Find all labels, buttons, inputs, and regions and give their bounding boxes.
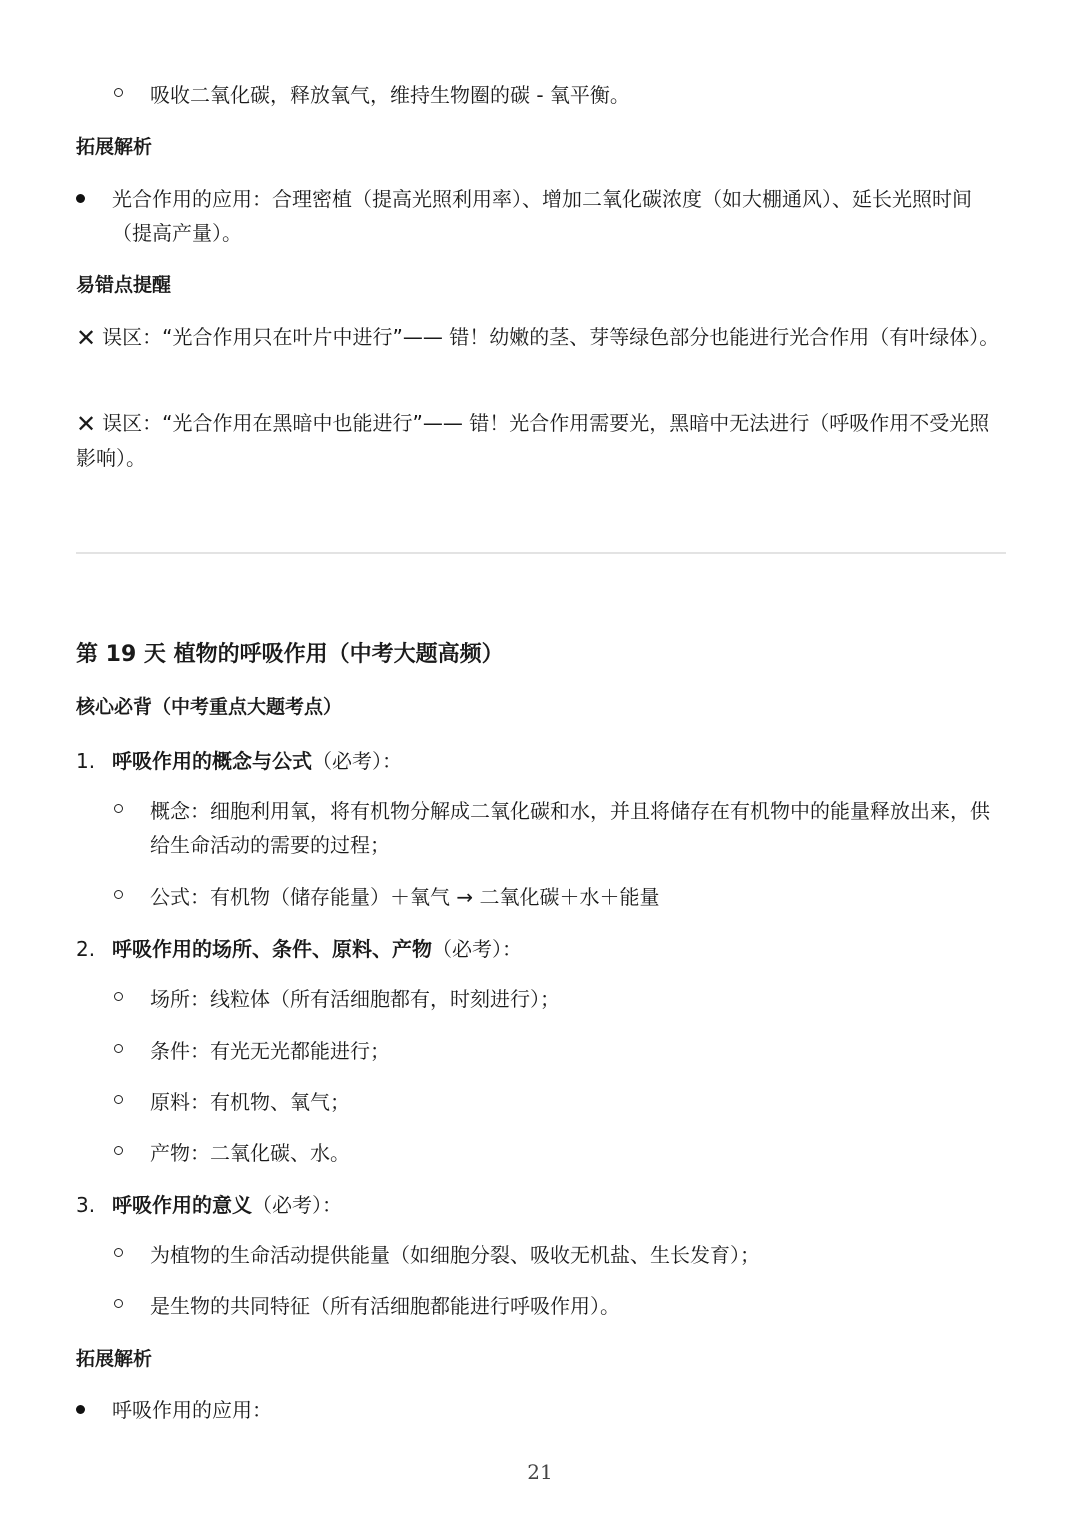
sub-item-text: 条件：有光无光都能进行； bbox=[150, 1039, 390, 1063]
item-number: 3. bbox=[76, 1193, 96, 1217]
circle-bullet-icon bbox=[114, 890, 123, 899]
item-note: （必考）： bbox=[252, 1193, 342, 1217]
bullet-dot-icon bbox=[76, 1405, 85, 1414]
circle-bullet-icon bbox=[114, 804, 123, 813]
sub-item-text: 概念：细胞利用氧，将有机物分解成二氧化碳和水，并且将储存在有机物中的能量释放出来，供给生命活动的需要的过程； bbox=[150, 799, 990, 857]
section-heading: 核心必背（中考重点大题考点） bbox=[76, 696, 343, 718]
circle-bullet-icon bbox=[114, 1044, 123, 1053]
cross-icon: ✕ bbox=[76, 410, 97, 438]
circle-bullet-icon bbox=[114, 1248, 123, 1257]
mistake-text: 误区：“光合作用只在叶片中进行”—— 错！幼嫩的茎、芽等绿色部分也能进行光合作用（有叶绿体）。 bbox=[102, 325, 1000, 349]
item-heading bbox=[112, 1188, 1006, 1222]
section-heading: 拓展解析 bbox=[76, 1348, 153, 1370]
sub-item-text: 场所：线粒体（所有活细胞都有，时刻进行）； bbox=[150, 987, 560, 1011]
sub-item-text: 原料：有机物、氧气； bbox=[150, 1090, 350, 1114]
sub-item-text: 是生物的共同特征（所有活细胞都能进行呼吸作用）。 bbox=[150, 1294, 620, 1318]
cross-icon: ✕ bbox=[76, 324, 97, 352]
page-number: 21 bbox=[527, 1460, 553, 1484]
item-title: 呼吸作用的意义 bbox=[112, 1193, 252, 1217]
mistake-item bbox=[76, 320, 1006, 355]
item-heading bbox=[112, 744, 1006, 778]
section-heading: 拓展解析 bbox=[76, 136, 153, 158]
circle-bullet-icon bbox=[114, 1299, 123, 1308]
circle-bullet-icon bbox=[114, 1146, 123, 1155]
item-title: 呼吸作用的概念与公式 bbox=[112, 749, 312, 773]
mistake-item bbox=[76, 406, 1006, 475]
item-number: 1. bbox=[76, 749, 96, 773]
circle-bullet-icon bbox=[114, 1095, 123, 1104]
sub-item-text: 公式：有机物（储存能量）＋氧气 → 二氧化碳＋水＋能量 bbox=[150, 885, 660, 909]
sub-item-text: 吸收二氧化碳，释放氧气，维持生物圈的碳 - 氧平衡。 bbox=[150, 83, 630, 107]
item-number: 2. bbox=[76, 937, 96, 961]
mistake-text: 误区：“光合作用在黑暗中也能进行”—— 错！光合作用需要光，黑暗中无法进行（呼吸作用不受光照影响）。 bbox=[76, 411, 990, 470]
bullet-text: 光合作用的应用：合理密植（提高光照利用率）、增加二氧化碳浓度（如大棚通风）、延长光照时间（提高产量）。 bbox=[112, 187, 972, 245]
section-heading: 易错点提醒 bbox=[76, 274, 172, 296]
sub-item-text: 产物：二氧化碳、水。 bbox=[150, 1141, 350, 1165]
bullet-dot-icon bbox=[76, 194, 85, 203]
item-heading bbox=[112, 932, 1006, 966]
section-divider bbox=[76, 552, 1006, 554]
circle-bullet-icon bbox=[114, 88, 123, 97]
day-title: 第 19 天 植物的呼吸作用（中考大题高频） bbox=[76, 642, 504, 667]
item-note: （必考）： bbox=[312, 749, 402, 773]
sub-item-text: 为植物的生命活动提供能量（如细胞分裂、吸收无机盐、生长发育）； bbox=[150, 1243, 760, 1267]
circle-bullet-icon bbox=[114, 992, 123, 1001]
item-note: （必考）： bbox=[432, 937, 522, 961]
item-title: 呼吸作用的场所、条件、原料、产物 bbox=[112, 937, 432, 961]
bullet-text: 呼吸作用的应用： bbox=[112, 1398, 272, 1422]
